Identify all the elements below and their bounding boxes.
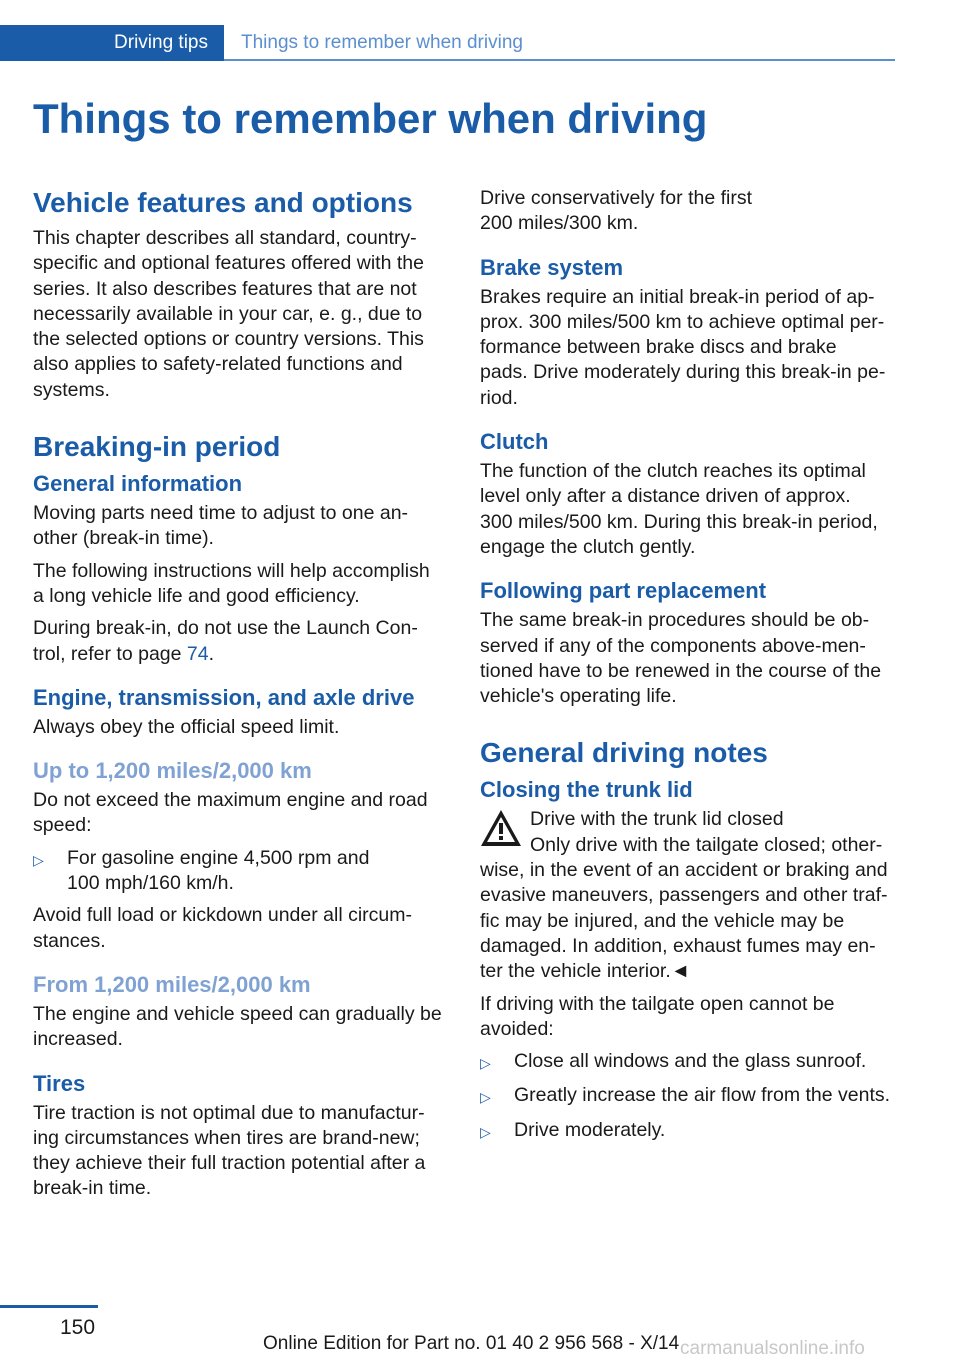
watermark: carmanualsonline.info: [680, 1338, 865, 1359]
page-link[interactable]: 74: [186, 642, 209, 665]
running-header: [0, 25, 895, 62]
heading-general-information: General information: [33, 471, 243, 497]
heading-engine: Engine, transmission, and axle drive: [33, 684, 415, 710]
warning-icon: [480, 809, 522, 847]
paragraph-tires: Tire traction is not optimal due to manufactur- ing circumstances when tires are brand-new; they achieve their full traction potential after a break-in time.: [33, 1101, 426, 1200]
list-item: ▷ For gasoline engine 4,500 rpm and 100 mph/160 km/h.: [33, 846, 447, 897]
warning-text: Drive with the trunk lid closed Only drive with the tailgate closed; other- wise, in the event of an accident or braking and evasive maneuvers, passengers and other traf- fic may be injured, and the vehicle may be damaged. In addition, exhaust fumes may en- ter the vehicle interior.◄: [480, 808, 888, 983]
section-tab: Driving tips: [0, 25, 224, 61]
left-column: [33, 186, 447, 1209]
heading-closing-trunk: Closing the trunk lid: [480, 777, 693, 803]
paragraph-up-to: Do not exceed the maximum engine and road speed:: [33, 789, 428, 837]
warning-block: [480, 807, 898, 984]
heading-up-to: Up to 1,200 miles/2,000 km: [33, 758, 312, 784]
breadcrumb: Things to remember when driving: [241, 32, 523, 53]
paragraph-brake: Brakes require an initial break-in period of ap- prox. 300 miles/500 km to achieve optimal per- formance between brake discs and brake pads. Drive moderately during this break-in pe- riod.: [480, 285, 886, 409]
paragraph-vehicle-features: This chapter describes all standard, country- specific and optional features offered with the series. It also describes features that are not necessarily available in your car, e. g., due to the selected options or country versions. This also applies to safety-related functions and systems.: [33, 227, 424, 401]
paragraph-general-3: During break-in, do not use the Launch Con- trol, refer to page 74.: [33, 617, 418, 665]
list-item: ▷ Close all windows and the glass sunroof.: [480, 1049, 898, 1076]
footer-rule: [0, 1305, 98, 1308]
warning-title: Drive with the trunk lid closed: [530, 808, 784, 831]
list-item: ▷ Drive moderately.: [480, 1118, 898, 1145]
paragraph-from: The engine and vehicle speed can gradually be increased.: [33, 1002, 442, 1051]
paragraph-following: The same break-in procedures should be ob- served if any of the components above-men- tioned have to be renewed in the course of the vehicle's operating life.: [480, 609, 882, 708]
heading-brake-system: Brake system: [480, 254, 624, 280]
heading-vehicle-features: Vehicle features and options: [33, 187, 413, 218]
edition-note: Online Edition for Part no. 01 40 2 956 568 - X/14: [263, 1333, 680, 1354]
heading-clutch: Clutch: [480, 429, 549, 455]
heading-breaking-in: Breaking-in period: [33, 431, 281, 463]
bullet-arrow-icon: ▷: [480, 1123, 491, 1140]
paragraph-avoid: Avoid full load or kickdown under all circum- stances.: [33, 904, 412, 952]
paragraph-clutch: The function of the clutch reaches its optimal level only after a distance driven of approx. 300 miles/500 km. During this break-in period, engage the clutch gently.: [480, 460, 878, 558]
heading-tires: Tires: [33, 1070, 86, 1096]
bullet-arrow-icon: ▷: [33, 851, 44, 868]
paragraph-general-2: The following instructions will help accomplish a long vehicle life and good efficiency.: [33, 559, 430, 607]
page-number: 150: [60, 1316, 96, 1339]
paragraph-if-driving: If driving with the tailgate open cannot be avoided:: [480, 992, 835, 1040]
paragraph-drive-conservatively: Drive conservatively for the first 200 miles/300 km.: [480, 187, 753, 235]
paragraph-general-1: Moving parts need time to adjust to one an- other (break-in time).: [33, 502, 409, 550]
bullet-arrow-icon: ▷: [480, 1055, 491, 1072]
right-column: [480, 186, 898, 1152]
heading-general-driving-notes: General driving notes: [480, 737, 768, 769]
list-item: ▷ Greatly increase the air flow from the vents.: [480, 1083, 898, 1110]
page-title: Things to remember when driving: [33, 95, 708, 142]
bullet-arrow-icon: ▷: [480, 1089, 491, 1106]
heading-from: From 1,200 miles/2,000 km: [33, 971, 311, 997]
heading-following-replacement: Following part replacement: [480, 578, 767, 604]
paragraph-engine: Always obey the official speed limit.: [33, 715, 340, 738]
header-rule: [224, 59, 895, 61]
